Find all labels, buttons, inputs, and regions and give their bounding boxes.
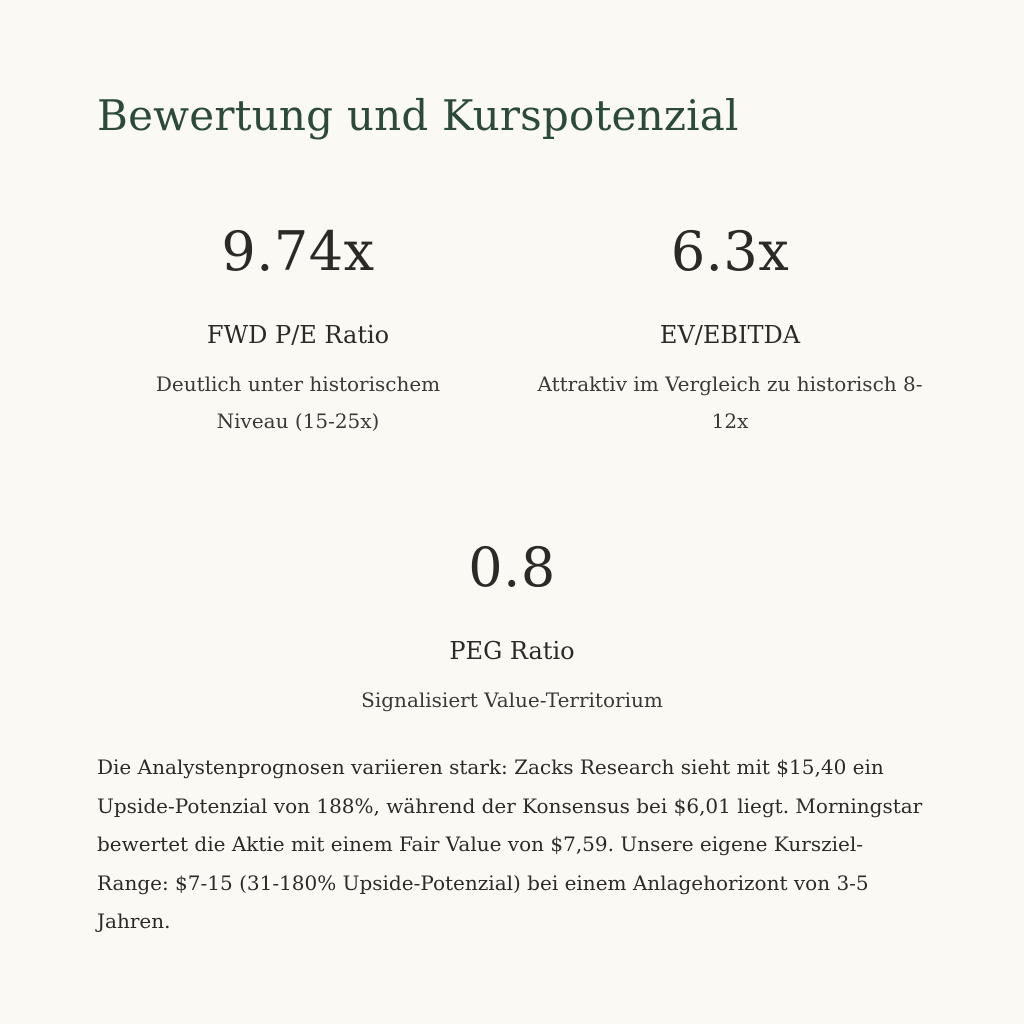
metric-label: PEG Ratio	[449, 637, 575, 665]
metric-ev-ebitda	[520, 214, 940, 440]
metric-value: 0.8	[468, 536, 556, 599]
metric-value: 6.3x	[670, 220, 790, 283]
metric-label: FWD P/E Ratio	[206, 321, 390, 349]
metric-description: Deutlich unter historischem Niveau (15-25x)	[155, 372, 441, 433]
metric-description: Attraktiv im Vergleich zu historisch 8-12x	[537, 372, 923, 433]
page-title: Bewertung und Kurspotenzial	[97, 91, 739, 140]
summary-paragraph: Die Analystenprognosen variieren stark: Zacks Research sieht mit $15,40 ein Upside-Potenzial von 188%, während der Konsensus bei $6,01 liegt. Morningstar bewertet die Aktie mit einem Fair Value von $7,59. Unsere eigene Kursziel-Range: $7-15 (31-180% Upside-Potenzial) bei einem Anlagehorizont von 3-5 Jahren.	[97, 755, 923, 933]
metric-description: Signalisiert Value-Territorium	[361, 688, 663, 712]
metric-value: 9.74x	[221, 220, 375, 283]
metric-peg	[312, 530, 712, 719]
metric-label: EV/EBITDA	[659, 321, 801, 349]
metric-fwd-pe	[128, 214, 468, 440]
